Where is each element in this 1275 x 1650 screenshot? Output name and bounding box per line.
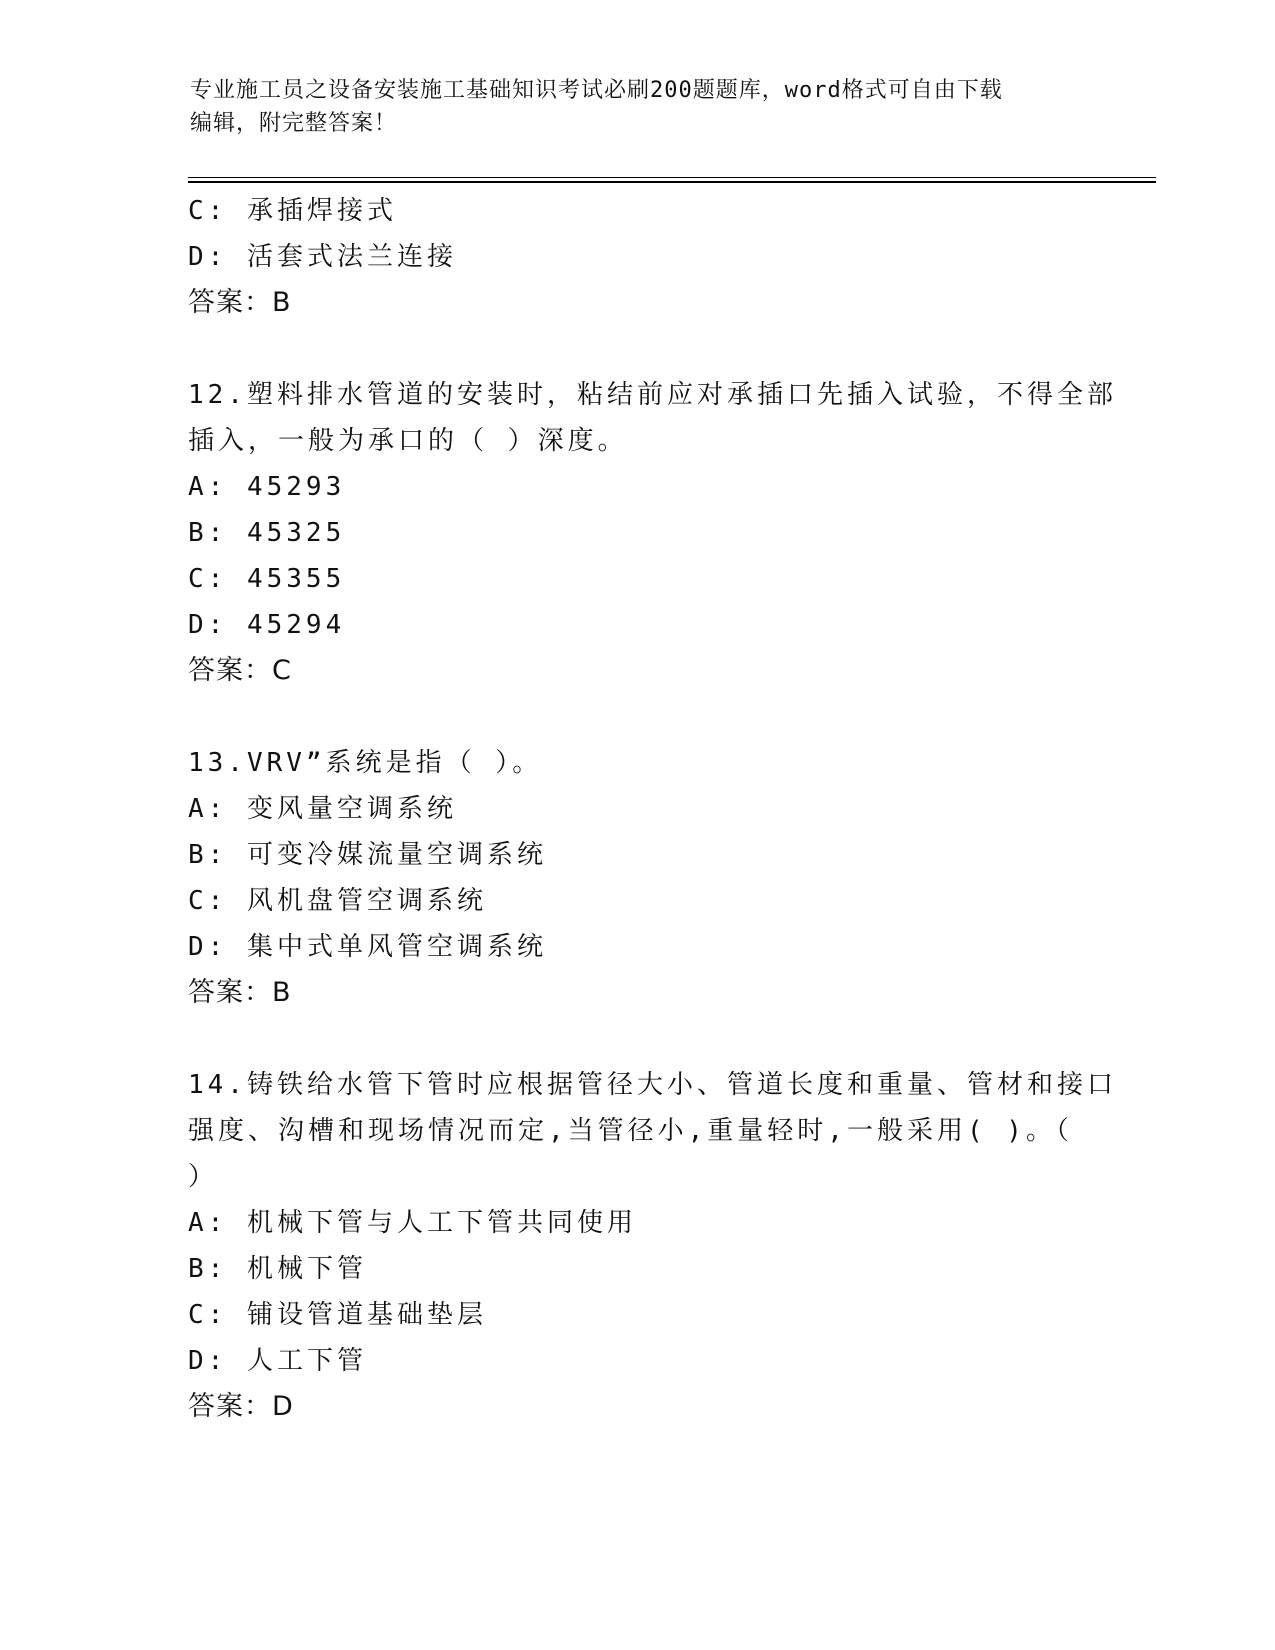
option-b: B: 45325 — [188, 518, 346, 548]
spacer — [188, 694, 1088, 740]
document-header — [190, 74, 1090, 140]
question-fragment — [188, 188, 1088, 326]
header-rule-thick — [188, 181, 1156, 183]
answer-line: 答案：C — [188, 655, 292, 686]
option-c: C: 承插焊接式 — [188, 196, 397, 226]
option-a: A: 机械下管与人工下管共同使用 — [188, 1208, 637, 1238]
answer-line: 答案：B — [188, 977, 292, 1008]
question-14 — [188, 1062, 1117, 1430]
spacer — [188, 326, 1088, 372]
option-b: B: 机械下管 — [188, 1254, 367, 1284]
question-text-line-2: 插入，一般为承口的（ ）深度。 — [188, 426, 628, 456]
header-line-2: 编辑，附完整答案！ — [190, 111, 398, 136]
question-text-line-1: 14.铸铁给水管下管时应根据管径大小、管道长度和重量、管材和接口 — [188, 1070, 1117, 1100]
question-list — [188, 188, 1117, 1430]
question-text-line-1: 12.塑料排水管道的安装时，粘结前应对承插口先插入试验，不得全部 — [188, 380, 1117, 410]
question-text-line-3: ） — [188, 1162, 219, 1192]
option-d: D: 人工下管 — [188, 1346, 367, 1376]
option-d: D: 集中式单风管空调系统 — [188, 932, 547, 962]
option-c: C: 风机盘管空调系统 — [188, 886, 487, 916]
option-d: D: 活套式法兰连接 — [188, 242, 457, 272]
option-a: A: 变风量空调系统 — [188, 794, 457, 824]
option-a: A: 45293 — [188, 472, 346, 502]
option-b: B: 可变冷媒流量空调系统 — [188, 840, 547, 870]
question-13 — [188, 740, 1088, 1016]
answer-line: 答案：B — [188, 287, 292, 318]
option-c: C: 铺设管道基础垫层 — [188, 1300, 487, 1330]
answer-line: 答案：D — [188, 1391, 294, 1422]
header-line-1: 专业施工员之设备安装施工基础知识考试必刷200题题库，word格式可自由下载 — [190, 78, 1003, 103]
question-text-line-1: 13.VRV”系统是指（ ）。 — [188, 748, 543, 778]
question-12 — [188, 372, 1117, 694]
option-d: D: 45294 — [188, 610, 346, 640]
spacer — [188, 1016, 1088, 1062]
question-text-line-2: 强度、沟槽和现场情况而定,当管径小,重量轻时,一般采用( )。（ — [188, 1116, 1073, 1146]
header-rule-thin — [188, 177, 1156, 178]
option-c: C: 45355 — [188, 564, 346, 594]
